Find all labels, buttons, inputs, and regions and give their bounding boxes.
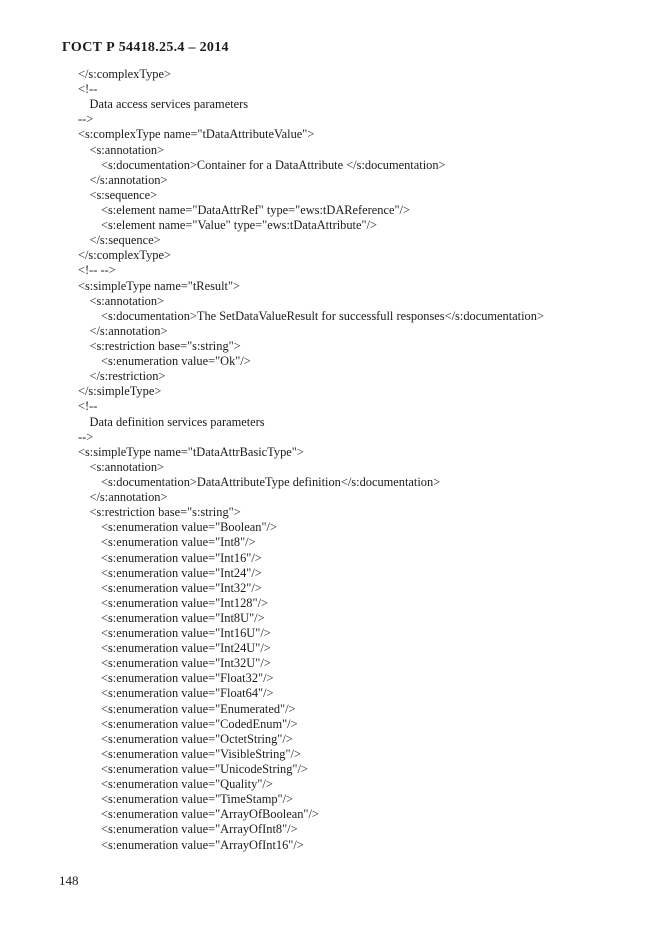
code-line: <s:documentation>The SetDataValueResult for successfull responses</s:documentation>	[101, 308, 544, 323]
code-line: <s:simpleType name="tDataAttrBasicType">	[78, 444, 304, 459]
code-line: <s:enumeration value="Boolean"/>	[101, 520, 277, 535]
code-line: <s:enumeration value="Int8U"/>	[101, 610, 265, 625]
code-line: <s:annotation>	[89, 459, 165, 474]
code-line: <s:enumeration value="ArrayOfInt8"/>	[101, 822, 298, 837]
code-line: <s:enumeration value="ArrayOfBoolean"/>	[101, 807, 319, 822]
code-line: </s:annotation>	[89, 490, 168, 505]
code-line: Data definition services parameters	[89, 414, 265, 429]
code-line: <s:sequence>	[89, 187, 158, 202]
code-line: <s:complexType name="tDataAttributeValue">	[78, 127, 315, 142]
code-line: -->	[78, 112, 94, 127]
code-line: <s:enumeration value="TimeStamp"/>	[101, 792, 294, 807]
code-line: <s:enumeration value="Quality"/>	[101, 777, 273, 792]
code-line: <s:restriction base="s:string">	[89, 505, 241, 520]
code-line: <s:enumeration value="Int32"/>	[101, 580, 262, 595]
code-line: <s:enumeration value="Float32"/>	[101, 671, 274, 686]
code-line: <s:enumeration value="Int16"/>	[101, 550, 262, 565]
code-line: -->	[78, 429, 94, 444]
code-line: <s:enumeration value="Int8"/>	[101, 535, 256, 550]
code-line: <s:enumeration value="Int32U"/>	[101, 656, 271, 671]
code-line: <s:enumeration value="ArrayOfInt16"/>	[101, 837, 304, 852]
code-line: <s:enumeration value="Int16U"/>	[101, 626, 271, 641]
code-line: <!-- -->	[78, 263, 116, 278]
code-line: </s:complexType>	[78, 248, 171, 263]
code-line: <!--	[78, 399, 98, 414]
code-line: </s:simpleType>	[78, 384, 162, 399]
code-line: </s:complexType>	[78, 67, 171, 81]
code-line: <s:enumeration value="Int24"/>	[101, 565, 262, 580]
code-line: </s:restriction>	[89, 369, 166, 384]
code-line: <s:annotation>	[89, 293, 165, 308]
xml-schema-code-block	[78, 67, 638, 853]
code-line: </s:sequence>	[89, 233, 161, 248]
code-line: <!--	[78, 82, 98, 97]
code-line: <s:element name="Value" type="ews:tDataAttribute"/>	[101, 218, 377, 233]
code-line: <s:documentation>Container for a DataAttribute </s:documentation>	[101, 157, 446, 172]
code-line: <s:restriction base="s:string">	[89, 338, 241, 353]
code-line: <s:enumeration value="Ok"/>	[101, 354, 251, 369]
code-line: <s:simpleType name="tResult">	[78, 278, 241, 293]
code-line: <s:annotation>	[89, 142, 165, 157]
code-line: <s:enumeration value="VisibleString"/>	[101, 746, 301, 761]
code-line: </s:annotation>	[89, 323, 168, 338]
code-line: </s:annotation>	[89, 172, 168, 187]
code-line: <s:enumeration value="Float64"/>	[101, 686, 274, 701]
code-line: <s:enumeration value="OctetString"/>	[101, 731, 293, 746]
code-line: <s:enumeration value="CodedEnum"/>	[101, 716, 298, 731]
code-line: <s:documentation>DataAttributeType definition</s:documentation>	[101, 474, 441, 489]
code-line: <s:element name="DataAttrRef" type="ews:tDAReference"/>	[101, 202, 410, 217]
code-line: Data access services parameters	[89, 97, 249, 112]
code-line: <s:enumeration value="UnicodeString"/>	[101, 762, 308, 777]
code-line: <s:enumeration value="Int24U"/>	[101, 641, 271, 656]
document-title: ГОСТ Р 54418.25.4 – 2014	[62, 40, 229, 55]
page-number: 148	[59, 873, 79, 888]
code-line: <s:enumeration value="Enumerated"/>	[101, 701, 296, 716]
code-line: <s:enumeration value="Int128"/>	[101, 595, 268, 610]
